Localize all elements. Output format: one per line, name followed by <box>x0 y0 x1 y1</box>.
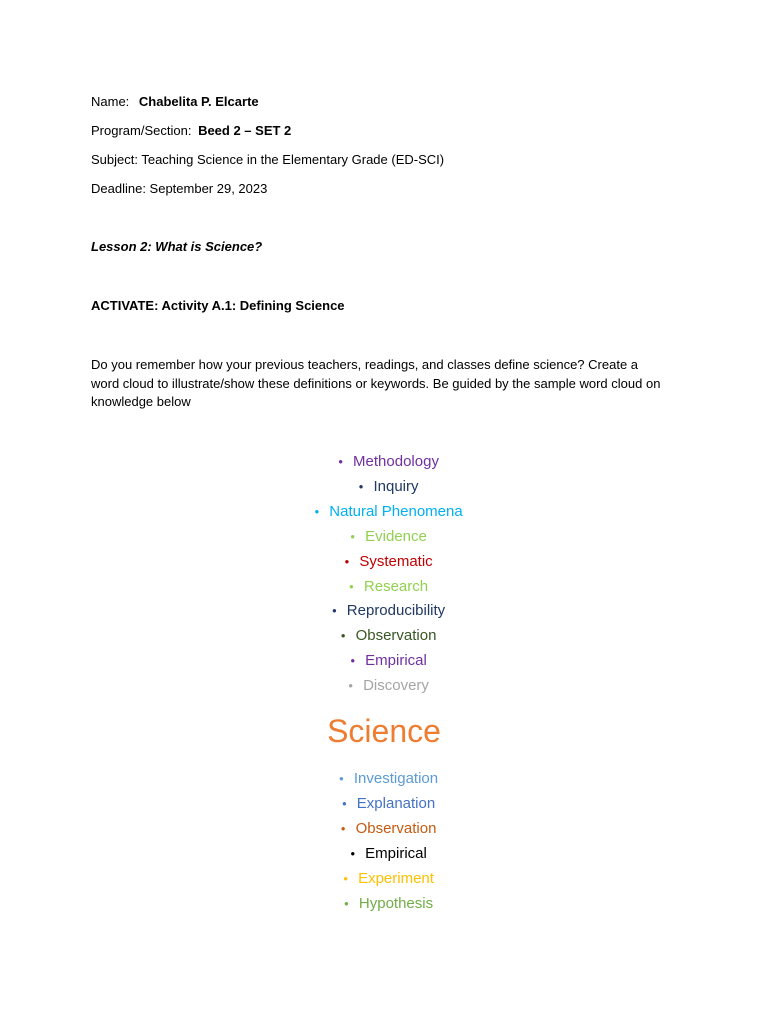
word-cloud-label: Observation <box>355 819 437 837</box>
instructions-paragraph: Do you remember how your previous teachers, readings, and classes define science? Create a word cloud to illustrate/show these definitions or keywords. Be guided by the sample word cloud on knowledge below <box>91 357 661 409</box>
bullet-icon: ● <box>339 774 344 784</box>
bullet-icon: ● <box>350 656 356 666</box>
word-cloud-item <box>0 527 768 547</box>
name-value: Chabelita P. Elcarte <box>138 94 259 109</box>
word-cloud-label: Natural Phenomena <box>329 502 463 520</box>
word-cloud-label: Systematic <box>359 552 433 570</box>
subject-line: Subject: Teaching Science in the Elementary Grade (ED-SCI) <box>91 152 445 167</box>
name-line <box>91 94 259 110</box>
word-cloud-label: Evidence <box>365 527 427 545</box>
word-cloud-item <box>0 651 768 671</box>
bullet-icon: ● <box>340 631 346 641</box>
word-cloud-label: Explanation <box>356 794 436 812</box>
bullet-icon: ● <box>331 606 337 616</box>
word-cloud-item <box>0 676 768 696</box>
word-cloud-item <box>0 626 768 646</box>
bullet-icon: ● <box>344 556 350 566</box>
word-cloud-item <box>0 601 768 621</box>
word-cloud-label: Hypothesis <box>358 894 434 912</box>
bullet-icon: ● <box>338 457 344 467</box>
name-label: Name: <box>91 94 130 109</box>
word-cloud-item <box>0 769 768 789</box>
program-value: Beed 2 – SET 2 <box>198 123 292 138</box>
program-line <box>91 123 291 139</box>
bullet-icon: ● <box>341 798 347 808</box>
bullet-icon: ● <box>340 823 346 833</box>
bullet-icon: ● <box>358 481 364 491</box>
bullet-icon: ● <box>314 506 320 516</box>
word-cloud-item <box>0 452 768 472</box>
word-cloud-item <box>0 477 768 497</box>
bullet-icon: ● <box>343 873 349 883</box>
science-center-word: Science <box>327 713 441 749</box>
program-label: Program/Section: <box>91 123 192 138</box>
bullet-icon: ● <box>344 898 349 908</box>
word-cloud-item <box>0 577 768 597</box>
bullet-icon: ● <box>350 848 356 858</box>
word-cloud-item <box>0 819 768 839</box>
deadline-line: Deadline: September 29, 2023 <box>91 181 268 196</box>
word-cloud-label: Methodology <box>353 453 439 470</box>
word-cloud-label: Discovery <box>363 677 429 695</box>
bullet-icon: ● <box>350 531 356 541</box>
activity-title: ACTIVATE: Activity A.1: Defining Science <box>91 298 345 313</box>
word-cloud-item <box>0 502 768 522</box>
word-cloud-label: Reproducibility <box>346 602 446 620</box>
word-cloud-item <box>0 794 768 814</box>
word-cloud-label: Empirical <box>365 652 427 670</box>
word-cloud-label: Investigation <box>353 770 439 787</box>
word-cloud-item <box>0 894 768 914</box>
word-cloud-label: Observation <box>355 627 437 645</box>
bullet-icon: ● <box>349 581 354 591</box>
word-cloud-item <box>0 844 768 864</box>
word-cloud-label: Empirical <box>365 844 427 862</box>
word-cloud-item <box>0 869 768 889</box>
word-cloud-label: Research <box>363 577 429 595</box>
bullet-icon: ● <box>348 681 354 691</box>
lesson-title: Lesson 2: What is Science? <box>91 239 263 254</box>
word-cloud-label: Experiment <box>358 869 434 887</box>
word-cloud-label: Inquiry <box>373 477 419 495</box>
word-cloud-item <box>0 552 768 572</box>
